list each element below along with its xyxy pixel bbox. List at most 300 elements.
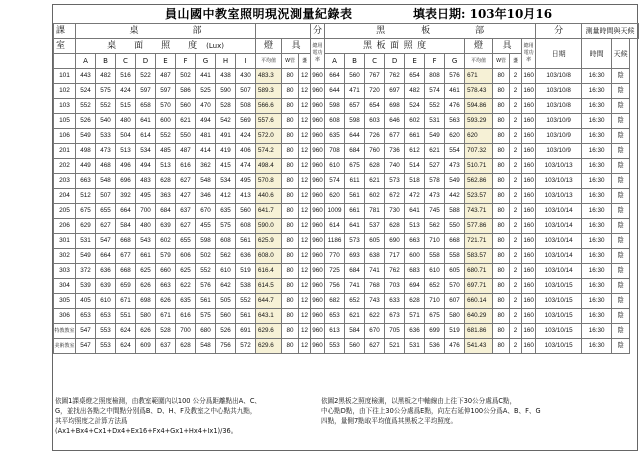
desk-reading-cell: 660 <box>156 264 176 279</box>
desk-count-cell: 12 <box>299 204 311 219</box>
desk-count-cell: 12 <box>299 264 311 279</box>
time-cell: 16:30 <box>582 99 612 114</box>
board-count-cell: 2 <box>510 174 522 189</box>
room-number-cell: 美術教室 <box>54 339 76 354</box>
board-reading-cell: 605 <box>445 264 465 279</box>
board-reading-cell: 584 <box>345 324 365 339</box>
desk-reading-cell: 624 <box>116 324 136 339</box>
note-line: 四點，量側7點取平均值爲其黑板之平均照度。 <box>321 417 458 425</box>
desk-reading-cell: 552 <box>76 99 96 114</box>
desk-average-cell: 629.6 <box>256 339 282 354</box>
desk-average-cell: 557.6 <box>256 114 282 129</box>
board-reading-cell: 717 <box>385 249 405 264</box>
header-board-lamp: 燈 <box>465 39 493 54</box>
board-reading-cell: 476 <box>445 339 465 354</box>
room-number-cell: 205 <box>54 204 76 219</box>
desk-reading-cell: 661 <box>136 249 156 264</box>
desk-watt-cell: 80 <box>282 249 299 264</box>
table-row <box>54 309 639 324</box>
board-reading-cell: 521 <box>385 339 405 354</box>
board-reading-cell: 741 <box>365 264 385 279</box>
desk-average-cell: 574.2 <box>256 144 282 159</box>
desk-reading-cell: 528 <box>216 99 236 114</box>
desk-reading-cell: 495 <box>236 174 256 189</box>
board-count-cell: 2 <box>510 204 522 219</box>
board-reading-cell: 741 <box>345 279 365 294</box>
board-reading-cell: 767 <box>365 69 385 84</box>
board-reading-cell: 621 <box>425 144 445 159</box>
board-average-cell: 721.71 <box>465 234 493 249</box>
room-number-cell: 305 <box>54 294 76 309</box>
header-board-title: 黑 板 部 <box>325 24 536 39</box>
note-line: (Ax1+Bx4+Cx1+Dx4+Ex16+Fx4+Gx1+Hx4+Ix1)/36。 <box>55 427 238 435</box>
weather-cell: 陰 <box>612 159 630 174</box>
desk-reading-cell: 590 <box>216 84 236 99</box>
weather-cell: 陰 <box>612 279 630 294</box>
desk-reading-cell: 547 <box>76 339 96 354</box>
table-row <box>54 99 639 114</box>
desk-reading-cell: 548 <box>196 174 216 189</box>
board-reading-cell: 705 <box>385 324 405 339</box>
desk-watt-cell: 80 <box>282 99 299 114</box>
board-average-cell: 577.86 <box>465 219 493 234</box>
board-reading-cell: 519 <box>445 324 465 339</box>
desk-average-cell: 629.6 <box>256 324 282 339</box>
header-col-d: D <box>136 54 156 69</box>
desk-reading-cell: 625 <box>136 264 156 279</box>
board-count-cell: 2 <box>510 249 522 264</box>
desk-reading-cell: 524 <box>76 84 96 99</box>
header-board-avg: 平均值 <box>465 54 493 69</box>
sheet-title: 員山國中教室照明現況測量紀錄表 <box>165 7 353 21</box>
board-reading-cell: 473 <box>425 189 445 204</box>
board-reading-cell: 690 <box>385 234 405 249</box>
desk-reading-cell: 473 <box>96 144 116 159</box>
board-reading-cell: 610 <box>325 159 345 174</box>
desk-watt-cell: 80 <box>282 219 299 234</box>
header-board-power: 總用電功率 <box>522 39 536 69</box>
desk-reading-cell: 346 <box>196 189 216 204</box>
desk-watt-cell: 80 <box>282 309 299 324</box>
board-reading-cell: 622 <box>365 309 385 324</box>
desk-count-cell: 12 <box>299 129 311 144</box>
date-cell: 103/10/13 <box>536 189 582 204</box>
desk-reading-cell: 551 <box>116 309 136 324</box>
desk-reading-cell: 504 <box>116 129 136 144</box>
board-power-cell: 160 <box>522 219 536 234</box>
header-time-title: 測量時間與天候 <box>582 24 639 39</box>
desk-power-cell: 960 <box>311 69 325 84</box>
board-reading-cell: 612 <box>405 144 425 159</box>
header-room-lead: 課 <box>54 24 76 39</box>
desk-reading-cell: 580 <box>136 309 156 324</box>
board-count-cell: 2 <box>510 219 522 234</box>
desk-reading-cell: 629 <box>76 219 96 234</box>
date-cell: 103/10/15 <box>536 339 582 354</box>
board-watt-cell: 80 <box>493 99 510 114</box>
header-desk-sub: 桌 面 照 度 (Lux) <box>76 39 256 54</box>
board-reading-cell: 610 <box>425 264 445 279</box>
desk-count-cell: 12 <box>299 309 311 324</box>
board-reading-cell: 698 <box>385 99 405 114</box>
room-number-cell: 201 <box>54 144 76 159</box>
desk-count-cell: 12 <box>299 219 311 234</box>
header-desk-avg: 平均值 <box>256 54 282 69</box>
header-date: 日期 <box>536 39 582 69</box>
desk-watt-cell: 80 <box>282 144 299 159</box>
table-row <box>54 279 639 294</box>
board-reading-cell: 644 <box>325 84 345 99</box>
desk-reading-cell: 616 <box>176 159 196 174</box>
weather-cell: 陰 <box>612 69 630 84</box>
time-cell: 16:30 <box>582 174 612 189</box>
room-number-cell: 304 <box>54 279 76 294</box>
desk-reading-cell: 495 <box>136 189 156 204</box>
desk-reading-cell: 485 <box>156 144 176 159</box>
board-reading-cell: 461 <box>445 84 465 99</box>
desk-reading-cell: 498 <box>76 144 96 159</box>
board-reading-cell: 602 <box>405 114 425 129</box>
date-cell: 103/10/9 <box>536 114 582 129</box>
desk-reading-cell: 424 <box>236 129 256 144</box>
header-power: 總用電功率 <box>311 39 325 69</box>
desk-reading-cell: 526 <box>216 324 236 339</box>
time-cell: 16:30 <box>582 219 612 234</box>
desk-power-cell: 960 <box>311 279 325 294</box>
board-count-cell: 2 <box>510 159 522 174</box>
note-desk-method <box>55 396 317 450</box>
board-reading-cell: 646 <box>385 114 405 129</box>
board-reading-cell: 664 <box>325 69 345 84</box>
board-reading-cell: 614 <box>325 219 345 234</box>
header-desk-title: 桌 部 <box>76 24 256 39</box>
header-desk-spacer <box>256 24 311 39</box>
desk-reading-cell: 362 <box>196 159 216 174</box>
board-reading-cell: 558 <box>445 249 465 264</box>
desk-reading-cell: 636 <box>96 264 116 279</box>
board-count-cell: 2 <box>510 309 522 324</box>
board-reading-cell: 621 <box>345 309 365 324</box>
board-reading-cell: 677 <box>385 129 405 144</box>
desk-reading-cell: 598 <box>196 234 216 249</box>
board-reading-cell: 697 <box>385 84 405 99</box>
header-col-f: F <box>176 54 196 69</box>
desk-reading-cell: 664 <box>96 249 116 264</box>
header-weather: 天候 <box>612 39 630 69</box>
board-reading-cell: 473 <box>445 159 465 174</box>
header-col-i: I <box>236 54 256 69</box>
desk-power-cell: 960 <box>311 324 325 339</box>
board-average-cell: 660.14 <box>465 294 493 309</box>
room-number-cell: 301 <box>54 234 76 249</box>
weather-cell: 陰 <box>612 234 630 249</box>
board-reading-cell: 570 <box>445 279 465 294</box>
desk-reading-cell: 639 <box>156 219 176 234</box>
table-row <box>54 219 639 234</box>
desk-count-cell: 12 <box>299 174 311 189</box>
board-reading-cell: 571 <box>405 309 425 324</box>
desk-average-cell: 643.1 <box>256 309 282 324</box>
desk-reading-cell: 513 <box>156 159 176 174</box>
board-power-cell: 160 <box>522 279 536 294</box>
table-row <box>54 339 639 354</box>
board-power-cell: 160 <box>522 159 536 174</box>
time-cell: 16:30 <box>582 189 612 204</box>
desk-average-cell: 589.3 <box>256 84 282 99</box>
board-reading-cell: 699 <box>425 324 445 339</box>
time-cell: 16:30 <box>582 204 612 219</box>
note-board-method <box>321 396 637 450</box>
board-reading-cell: 670 <box>365 324 385 339</box>
desk-reading-cell: 515 <box>116 99 136 114</box>
board-reading-cell: 549 <box>425 129 445 144</box>
note-line: 依圖1課桌燈之照度檢測，由教室範圍內以100 公分爲距離點出A、C、 <box>55 397 262 405</box>
board-reading-cell: 762 <box>385 69 405 84</box>
desk-reading-cell: 653 <box>76 309 96 324</box>
desk-reading-cell: 553 <box>96 339 116 354</box>
board-reading-cell: 573 <box>385 174 405 189</box>
header-board-sub: 黑 板 面 照 度 <box>325 39 465 54</box>
desk-power-cell: 960 <box>311 219 325 234</box>
board-reading-cell: 683 <box>405 264 425 279</box>
board-reading-cell: 762 <box>385 264 405 279</box>
desk-reading-cell: 507 <box>96 189 116 204</box>
board-reading-cell: 641 <box>345 219 365 234</box>
desk-reading-cell: 538 <box>236 279 256 294</box>
desk-average-cell: 590.0 <box>256 219 282 234</box>
desk-power-cell: 960 <box>311 84 325 99</box>
desk-average-cell: 614.5 <box>256 279 282 294</box>
desk-reading-cell: 372 <box>76 264 96 279</box>
header-lamp: 燈 <box>256 39 282 54</box>
board-power-cell: 160 <box>522 99 536 114</box>
desk-reading-cell: 664 <box>116 204 136 219</box>
desk-watt-cell: 80 <box>282 189 299 204</box>
desk-watt-cell: 80 <box>282 279 299 294</box>
board-reading-cell: 781 <box>365 204 385 219</box>
board-reading-cell: 636 <box>405 324 425 339</box>
date-cell: 103/10/8 <box>536 99 582 114</box>
desk-power-cell: 960 <box>311 339 325 354</box>
desk-reading-cell: 412 <box>216 189 236 204</box>
desk-reading-cell: 579 <box>156 249 176 264</box>
desk-reading-cell: 561 <box>196 294 216 309</box>
header-row-1 <box>54 24 639 39</box>
desk-reading-cell: 609 <box>136 339 156 354</box>
board-average-cell: 697.71 <box>465 279 493 294</box>
board-watt-cell: 80 <box>493 159 510 174</box>
time-cell: 16:30 <box>582 279 612 294</box>
board-reading-cell: 550 <box>445 219 465 234</box>
board-reading-cell: 668 <box>445 234 465 249</box>
room-number-cell: 203 <box>54 174 76 189</box>
desk-reading-cell: 698 <box>136 294 156 309</box>
desk-watt-cell: 80 <box>282 339 299 354</box>
board-reading-cell: 725 <box>325 264 345 279</box>
board-reading-cell: 654 <box>405 69 425 84</box>
desk-reading-cell: 550 <box>176 129 196 144</box>
desk-reading-cell: 548 <box>196 339 216 354</box>
board-reading-cell: 710 <box>425 234 445 249</box>
desk-reading-cell: 419 <box>216 144 236 159</box>
desk-power-cell: 960 <box>311 129 325 144</box>
room-number-cell: 202 <box>54 159 76 174</box>
desk-reading-cell: 639 <box>96 279 116 294</box>
desk-reading-cell: 414 <box>196 144 216 159</box>
desk-reading-cell: 496 <box>116 159 136 174</box>
weather-cell: 陰 <box>612 339 630 354</box>
desk-reading-cell: 570 <box>156 99 176 114</box>
date-cell: 103/10/15 <box>536 324 582 339</box>
header-board-count: 盞 <box>510 54 522 69</box>
desk-reading-cell: 597 <box>156 84 176 99</box>
desk-reading-cell: 668 <box>116 264 136 279</box>
desk-reading-cell: 658 <box>136 99 156 114</box>
board-power-cell: 160 <box>522 69 536 84</box>
desk-reading-cell: 626 <box>136 279 156 294</box>
desk-reading-cell: 413 <box>236 189 256 204</box>
board-watt-cell: 80 <box>493 294 510 309</box>
desk-reading-cell: 614 <box>136 129 156 144</box>
board-watt-cell: 80 <box>493 189 510 204</box>
desk-reading-cell: 468 <box>96 159 116 174</box>
board-reading-cell: 654 <box>365 99 385 114</box>
desk-power-cell: 960 <box>311 159 325 174</box>
board-reading-cell: 644 <box>345 129 365 144</box>
desk-count-cell: 12 <box>299 249 311 264</box>
record-sheet <box>52 4 638 451</box>
desk-reading-cell: 600 <box>156 114 176 129</box>
time-cell: 16:30 <box>582 309 612 324</box>
desk-reading-cell: 637 <box>176 204 196 219</box>
header-board-w: W管 <box>493 54 510 69</box>
board-reading-cell: 633 <box>385 294 405 309</box>
desk-reading-cell: 621 <box>176 114 196 129</box>
room-number-cell: 102 <box>54 84 76 99</box>
board-reading-cell: 684 <box>345 264 365 279</box>
board-reading-cell: 760 <box>365 144 385 159</box>
board-reading-cell: 560 <box>345 339 365 354</box>
board-average-cell: 583.57 <box>465 249 493 264</box>
desk-reading-cell: 441 <box>196 69 216 84</box>
desk-reading-cell: 534 <box>216 174 236 189</box>
board-reading-cell: 652 <box>425 279 445 294</box>
weather-cell: 陰 <box>612 144 630 159</box>
board-reading-cell: 598 <box>325 99 345 114</box>
board-reading-cell: 514 <box>405 159 425 174</box>
board-reading-cell: 471 <box>345 84 365 99</box>
board-watt-cell: 80 <box>493 234 510 249</box>
desk-count-cell: 12 <box>299 69 311 84</box>
board-reading-cell: 628 <box>405 294 425 309</box>
board-power-cell: 160 <box>522 204 536 219</box>
board-watt-cell: 80 <box>493 129 510 144</box>
board-reading-cell: 684 <box>345 144 365 159</box>
board-watt-cell: 80 <box>493 219 510 234</box>
table-body <box>54 69 639 354</box>
board-watt-cell: 80 <box>493 144 510 159</box>
desk-reading-cell: 438 <box>216 69 236 84</box>
table-row <box>54 69 639 84</box>
board-reading-cell: 513 <box>405 219 425 234</box>
board-average-cell: 541.43 <box>465 339 493 354</box>
desk-watt-cell: 80 <box>282 69 299 84</box>
board-power-cell: 160 <box>522 144 536 159</box>
desk-reading-cell: 543 <box>136 234 156 249</box>
board-reading-cell: 605 <box>365 234 385 249</box>
desk-power-cell: 960 <box>311 309 325 324</box>
desk-average-cell: 440.6 <box>256 189 282 204</box>
desk-average-cell: 483.3 <box>256 69 282 84</box>
board-average-cell: 620 <box>465 129 493 144</box>
desk-reading-cell: 602 <box>156 234 176 249</box>
desk-reading-cell: 470 <box>196 99 216 114</box>
board-average-cell: 640.29 <box>465 309 493 324</box>
board-reading-cell: 603 <box>365 114 385 129</box>
header-col-b: B <box>96 54 116 69</box>
desk-average-cell: 625.9 <box>256 234 282 249</box>
desk-average-cell: 641.7 <box>256 204 282 219</box>
room-number-cell: 204 <box>54 189 76 204</box>
desk-reading-cell: 670 <box>196 204 216 219</box>
board-count-cell: 2 <box>510 324 522 339</box>
board-reading-cell: 628 <box>365 159 385 174</box>
board-reading-cell: 472 <box>405 189 425 204</box>
board-reading-cell: 768 <box>365 279 385 294</box>
desk-watt-cell: 80 <box>282 114 299 129</box>
table-row <box>54 159 639 174</box>
desk-reading-cell: 561 <box>236 234 256 249</box>
desk-reading-cell: 622 <box>176 279 196 294</box>
board-reading-cell: 574 <box>325 174 345 189</box>
board-reading-cell: 620 <box>325 189 345 204</box>
board-average-cell: 680.71 <box>465 264 493 279</box>
desk-average-cell: 570.8 <box>256 174 282 189</box>
board-average-cell: 743.71 <box>465 204 493 219</box>
board-reading-cell: 518 <box>405 174 425 189</box>
board-power-cell: 160 <box>522 129 536 144</box>
date-cell: 103/10/8 <box>536 69 582 84</box>
desk-reading-cell: 641 <box>136 114 156 129</box>
board-reading-cell: 726 <box>365 129 385 144</box>
board-reading-cell: 808 <box>425 69 445 84</box>
board-count-cell: 2 <box>510 84 522 99</box>
board-reading-cell: 442 <box>445 189 465 204</box>
table-row <box>54 84 639 99</box>
desk-reading-cell: 487 <box>176 144 196 159</box>
desk-watt-cell: 80 <box>282 129 299 144</box>
desk-reading-cell: 540 <box>96 114 116 129</box>
note-line: G，並找出各點之中間點分別爲B、D、H、F及教室之中心點共九點， <box>55 407 257 415</box>
table-row <box>54 114 639 129</box>
board-power-cell: 160 <box>522 339 536 354</box>
desk-reading-cell: 671 <box>156 309 176 324</box>
desk-reading-cell: 680 <box>196 324 216 339</box>
board-reading-cell: 563 <box>445 114 465 129</box>
board-average-cell: 510.71 <box>465 159 493 174</box>
desk-reading-cell: 627 <box>176 219 196 234</box>
desk-reading-cell: 513 <box>116 144 136 159</box>
desk-reading-cell: 363 <box>156 189 176 204</box>
desk-power-cell: 960 <box>311 264 325 279</box>
weather-cell: 陰 <box>612 309 630 324</box>
desk-reading-cell: 677 <box>116 249 136 264</box>
desk-reading-cell: 610 <box>216 264 236 279</box>
desk-reading-cell: 635 <box>176 294 196 309</box>
board-average-cell: 523.57 <box>465 189 493 204</box>
board-power-cell: 160 <box>522 294 536 309</box>
header-board-col-a: A <box>325 54 345 69</box>
